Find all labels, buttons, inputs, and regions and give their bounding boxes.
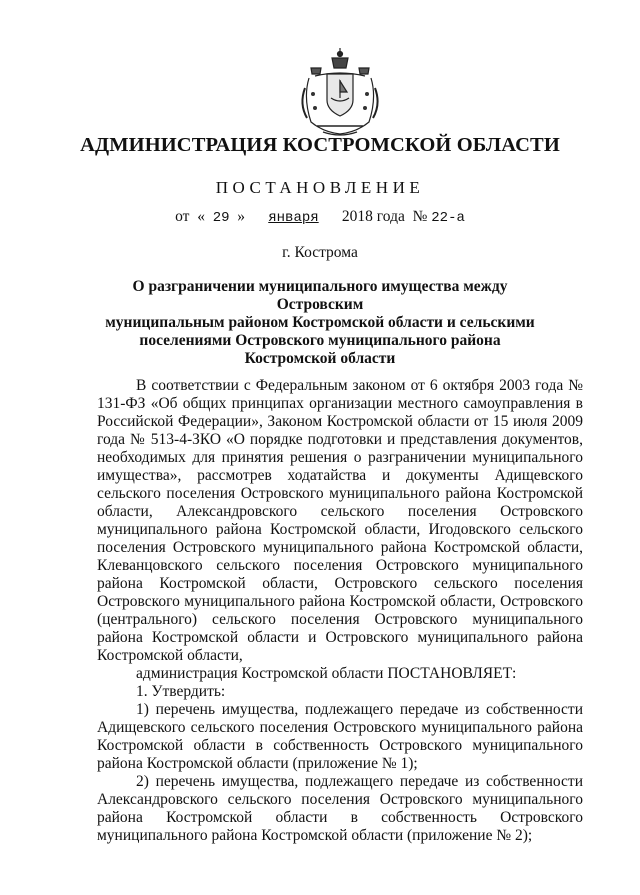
date-open-quote: « — [197, 208, 205, 225]
body-paragraph: 1. Утвердить: — [136, 683, 226, 700]
date-month: января — [268, 210, 319, 226]
date-prefix: от — [175, 208, 190, 225]
document-title — [100, 278, 540, 368]
date-day: 29 — [212, 210, 230, 226]
title-line: О разграничении муниципального имущества между Островским — [132, 278, 508, 313]
body-paragraph: 1) перечень имущества, подлежащего передаче из собственности Адищевского сельского поселения Островского муниципального района Костромской области в собственность Островского муниципального района Костромской области (приложение № 1); — [97, 701, 583, 772]
document-date-line — [0, 208, 640, 226]
body-paragraph: администрация Костромской области ПОСТАНОВЛЯЕТ: — [136, 665, 517, 682]
document-number: 22-а — [431, 210, 465, 226]
body-paragraph: В соответствии с Федеральным законом от 6 октября 2003 года № 131-ФЗ «Об общих принципах организации местного самоуправления в Российской Федерации», Законом Костромской области от 15 июля 2009 года № 513-4-ЗКО «О порядке подготовки и представления документов, необходимых для принятия решения о разграничении муниципального имущества», рассмотрев ходатайства и документы Адищевского сельского поселения Островского муниципального района Костромской области, Александровского сельского поселения Островского муниципального района Костромской области, Игодовского сельского поселения Островского муниципального района Костромской области, Клеванцовского сельского поселения Островского муниципального района Костромской области, Островского сельского поселения Островского муниципального района Костромской области, Островского (центрального) сельского поселения Островского муниципального района Костромской области и Островского муниципального района Костромской области, — [97, 377, 583, 664]
coat-of-arms-emblem — [297, 48, 383, 140]
document-type: ПОСТАНОВЛЕНИЕ — [215, 178, 425, 197]
body-paragraph: 2) перечень имущества, подлежащего передаче из собственности Александровского сельского поселения Островского муниципального района Костромской области в собственность Островского муниципального района Костромской области (приложение № 2); — [97, 773, 583, 844]
number-sign: № — [412, 208, 428, 225]
document-body — [97, 377, 583, 845]
agency-name: АДМИНИСТРАЦИЯ КОСТРОМСКОЙ ОБЛАСТИ — [80, 134, 560, 156]
date-year: 2018 года — [341, 208, 405, 225]
city-name: г. Кострома — [282, 244, 358, 261]
title-line: поселениями Островского муниципального района — [139, 332, 501, 349]
title-line: Костромской области — [244, 350, 396, 367]
date-close-quote: » — [237, 208, 245, 225]
title-line: муниципальным районом Костромской области и сельскими — [105, 314, 535, 331]
